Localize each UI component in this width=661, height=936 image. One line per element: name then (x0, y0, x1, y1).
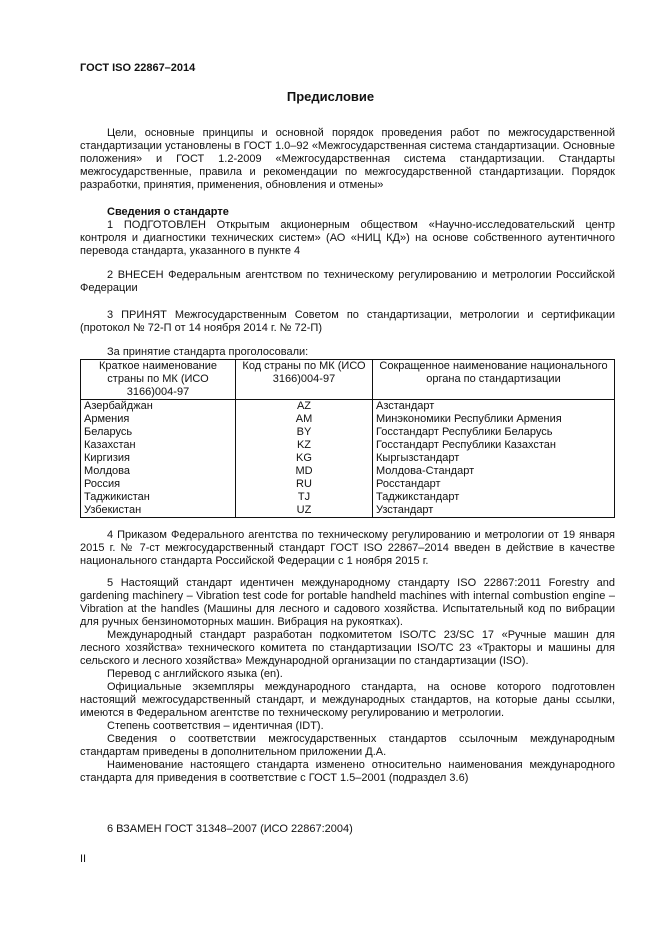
cell-country: Узбекистан (81, 504, 236, 518)
table-row (81, 504, 615, 518)
cell-code: MD (236, 465, 373, 478)
cell-body: Кыргызстандарт (373, 452, 615, 465)
intro-paragraph: Цели, основные принципы и основной порядок проведения работ по межгосударственной стандартизации установлены в ГОСТ 1.0–92 «Межгосударственная система стандартизации. Основные положения» и ГОСТ 1.2-2009 «Межгосударственная система стандартизации. Стандарты межгосударственные, правила и рекомендации по межгосударственной стандартизации. Порядок разработки, принятия, применения, обновления и отмены» (80, 127, 615, 191)
item-5-paragraph: Официальные экземпляры международного стандарта, на основе которого подготовлен настоящий межгосударственный стандарт, и международных стандартов, на которые даны ссылки, имеются в Федеральном агентстве по техническому регулированию и метрологии. (80, 681, 615, 719)
page-number: II (80, 853, 87, 865)
cell-body: Азстандарт (373, 400, 615, 414)
cell-body: Узстандарт (373, 504, 615, 518)
page-title: Предисловие (286, 89, 375, 104)
table-row (81, 465, 615, 478)
document-header: ГОСТ ISO 22867–2014 (80, 62, 196, 74)
cell-body: Госстандарт Республики Казахстан (373, 439, 615, 452)
item-5-paragraph: 5 Настоящий стандарт идентичен международному стандарту ISO 22867:2011 Forestry and gardening machinery – Vibration test code for portable handheld machines with internal combustion engine – Vibration at the handles (Машины для лесного и садового хозяйства. Испытательный код по вибрации для ручных бензиномоторных машин. Вибрация на рукоятках). (80, 577, 615, 628)
voting-table (80, 359, 615, 518)
item-5-paragraph: Наименование настоящего стандарта изменено относительно наименования международного стандарта для приведения в соответствие с ГОСТ 1.5–2001 (подраздел 3.6) (80, 759, 615, 784)
info-heading: Сведения о стандарте (107, 206, 229, 218)
item-5-paragraph: Международный стандарт разработан подкомитетом ISO/TC 23/SC 17 «Ручные машин для лесного хозяйства» технического комитета по стандартизации ISO/TC 23 «Тракторы и машины для сельского и лесного хозяйства» Международной организации по стандартизации (ISO). (80, 629, 615, 667)
col-header-code: Код страны по МК (ИСО 3166)004-97 (236, 360, 373, 400)
item-5-paragraph: Сведения о соответствии межгосударственных стандартов ссылочным международным стандартам приведены в дополнительном приложении Д.А. (80, 733, 615, 758)
item-1: 1 ПОДГОТОВЛЕН Открытым акционерным обществом «Научно-исследовательский центр контроля и диагностики технических систем» (АО «НИЦ КД») на основе собственного аутентичного перевода стандарта, указанного в пункте 4 (80, 219, 615, 257)
table-caption: За принятие стандарта проголосовали: (107, 346, 309, 358)
table-row (81, 452, 615, 465)
item-3: 3 ПРИНЯТ Межгосударственным Советом по стандартизации, метрологии и сертификации (протокол № 72-П от 14 ноября 2014 г. № 72-П) (80, 309, 615, 334)
item-5-paragraph: Перевод с английского языка (en). (107, 668, 283, 680)
cell-body: Росстандарт (373, 478, 615, 491)
cell-code: UZ (236, 504, 373, 518)
cell-code: RU (236, 478, 373, 491)
cell-country: Азербайджан (81, 400, 236, 414)
cell-country: Киргизия (81, 452, 236, 465)
cell-code: AZ (236, 400, 373, 414)
cell-code: BY (236, 426, 373, 439)
cell-body: Минэкономики Республики Армения (373, 413, 615, 426)
cell-country: Россия (81, 478, 236, 491)
cell-code: KG (236, 452, 373, 465)
table-row (81, 426, 615, 439)
table-row (81, 491, 615, 504)
cell-country: Армения (81, 413, 236, 426)
cell-country: Беларусь (81, 426, 236, 439)
table-row (81, 478, 615, 491)
cell-code: TJ (236, 491, 373, 504)
item-2: 2 ВНЕСЕН Федеральным агентством по техническому регулированию и метрологии Российской Федерации (80, 269, 615, 294)
cell-code: AM (236, 413, 373, 426)
cell-country: Молдова (81, 465, 236, 478)
item-4: 4 Приказом Федерального агентства по техническому регулированию и метрологии от 19 января 2015 г. № 7-ст межгосударственный стандарт ГОСТ ISO 22867–2014 введен в действие в качестве национального стандарта Российской Федерации с 1 ноября 2015 г. (80, 529, 615, 567)
cell-country: Казахстан (81, 439, 236, 452)
cell-body: Молдова-Стандарт (373, 465, 615, 478)
col-header-country: Краткое наименование страны по МК (ИСО 3166)004-97 (81, 360, 236, 400)
item-6: 6 ВЗАМЕН ГОСТ 31348–2007 (ИСО 22867:2004) (107, 823, 353, 835)
item-5-paragraph: Степень соответствия – идентичная (IDT). (107, 720, 324, 732)
table-row (81, 439, 615, 452)
cell-body: Госстандарт Республики Беларусь (373, 426, 615, 439)
table-row (81, 413, 615, 426)
cell-body: Таджикстандарт (373, 491, 615, 504)
col-header-body: Сокращенное наименование национального органа по стандартизации (373, 360, 615, 400)
cell-country: Таджикистан (81, 491, 236, 504)
table-row (81, 400, 615, 414)
cell-code: KZ (236, 439, 373, 452)
